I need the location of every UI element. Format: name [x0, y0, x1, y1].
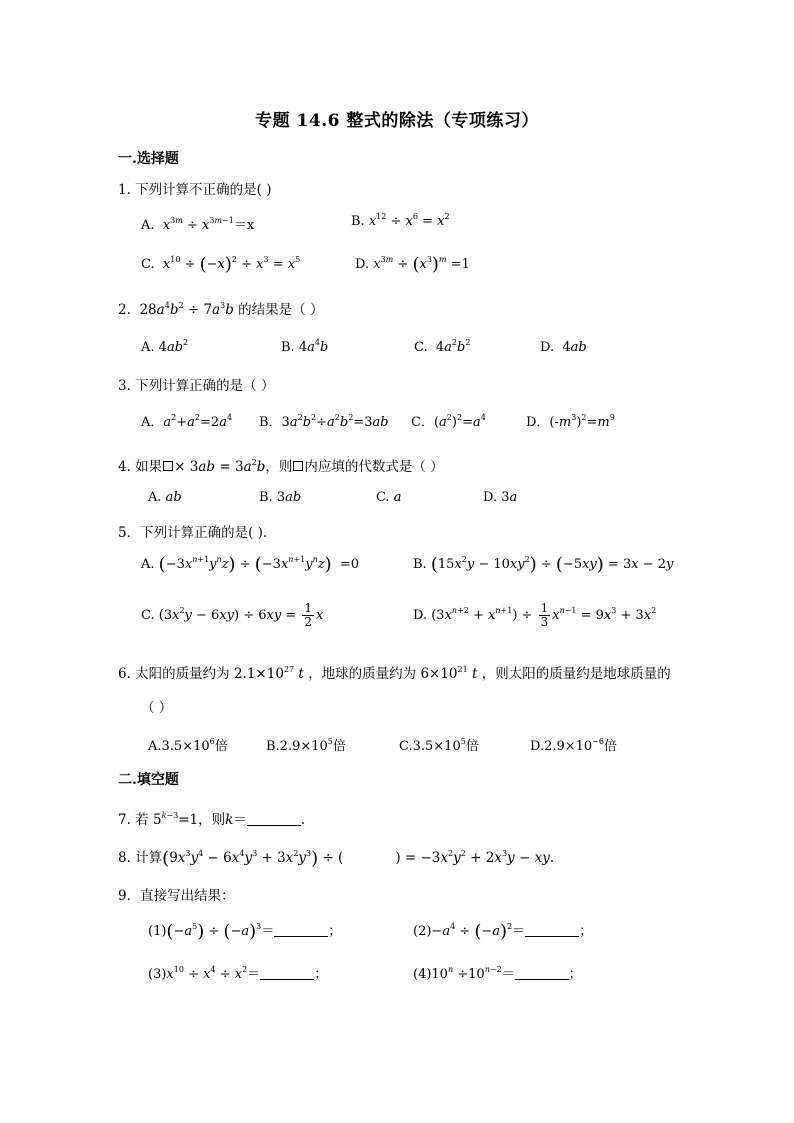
q3-option-c: C．$(a^2)^2=a^4$ [411, 413, 486, 430]
answer-blank[interactable] [525, 924, 579, 937]
q9-part-1: $(1)(-a^5) \div (-a)^3=$ ； [148, 921, 342, 942]
question-9: 9．直接写出结果： [118, 888, 235, 904]
q9-part-3: $(3)x^{10} \div x^4 \div x^2=$ ； [148, 965, 328, 982]
answer-blank[interactable] [260, 967, 314, 980]
question-3: 3. 下列计算正确的是（ ） [118, 378, 275, 394]
question-7: 7. 若 $5^{k-3}=1$，则k＝ . [118, 811, 306, 828]
answer-blank[interactable] [274, 924, 328, 937]
section-choice: 一.选择题 [118, 151, 179, 167]
question-8: 8. 计算$(9x^3y^4 - 6x^4y^3 + 3x^2y^3)$ ÷ ( ) = $-3x^2y^2 + 2x^3y$ − xy. [118, 848, 555, 869]
q5-option-b: B. $(15x^2y - 10xy^2) \div (-5xy) = 3x - 2y$ [413, 554, 674, 575]
q3-option-d: D．$(-m^3)^2=m^9$ [526, 413, 615, 430]
q5-option-a: A. $(-3x^{n+1}y^nz) \div (-3x^{n+1}y^nz) =0$ [141, 554, 360, 575]
page-title: 专题 14.6 整式的除法（专项练习） [255, 111, 539, 131]
q3-option-b: B．$3a^2b^2\div a^2b^2=3ab$ [259, 413, 389, 430]
q4-option-c: C. a [376, 490, 402, 505]
question-1: 1. 下列计算不正确的是( ) [118, 182, 272, 198]
q1-option-a: A. $x^{3m} \div x^{3m-1}=x$ [141, 216, 255, 233]
q5-option-c: C. $(3x^2y - 6xy) \div 6xy$ = $\frac{1}{2}$ x [141, 601, 324, 629]
q4-option-d: D. 3a [483, 490, 518, 505]
q2-option-b: B. $4a^4b$ [281, 338, 329, 355]
empty-box-icon [293, 461, 303, 471]
q4-option-b: B. 3ab [259, 490, 302, 505]
q1-option-b: B. $x^{12} \div x^6 = x^2$ [351, 212, 450, 229]
q4-option-a: A. ab [148, 490, 182, 505]
q1-option-d: D. $x^{3m} \div (x^3)^m =1$ [355, 254, 470, 275]
q5-option-d: D. $(3x^{n+2} + x^{n+1})$ ÷ $\frac{1}{3}$ $x^{n-1} = 9x^3 + 3x^2$ [413, 601, 657, 629]
q6-option-d: $D.2.9\times 10^{-6}$倍 [530, 737, 618, 754]
q6-option-c: $C.3.5\times 10^5$倍 [399, 737, 479, 754]
q6-option-a: $A.3.5\times 10^6$倍 [148, 737, 228, 754]
q2-option-a: A. $4ab^2$ [141, 338, 189, 355]
question-2: 2. $28a^4b^2 \div 7a^3b$ 的结果是（ ） [118, 301, 324, 318]
q9-part-4: $(4)10^n \div 10^{n-2}=$ ； [413, 965, 582, 982]
question-6: 6. 太阳的质量约为 $2.1\times 10^{27}$ t ，地球的质量约为 $6\times 10^{21}$ t ，则太阳的质量约是地球质量的 [118, 665, 671, 682]
q2-option-d: D. 4ab [540, 340, 587, 355]
q2-option-c: C. $4a^2b^2$ [414, 338, 471, 355]
question-6-paren: （ ） [141, 700, 173, 716]
q6-option-b: $B.2.9\times 10^5$倍 [266, 737, 346, 754]
question-4: 4. 如果 × $3ab = 3a^2b$，则 内应填的代数式是（ ） [118, 458, 444, 475]
q1-option-c: C. $x^{10} \div (-x)^2 \div x^3 = x^5$ [141, 254, 301, 275]
q3-option-a: A．$a^2+a^2=2a^4$ [141, 413, 233, 430]
section-fill: 二.填空题 [118, 772, 179, 788]
question-5: 5．下列计算正确的是( ). [118, 525, 268, 541]
q9-part-2: $(2)-a^4 \div (-a)^2=$ ； [413, 921, 593, 942]
answer-blank[interactable] [515, 967, 569, 980]
empty-box-icon [163, 461, 173, 471]
answer-blank[interactable] [247, 813, 301, 826]
